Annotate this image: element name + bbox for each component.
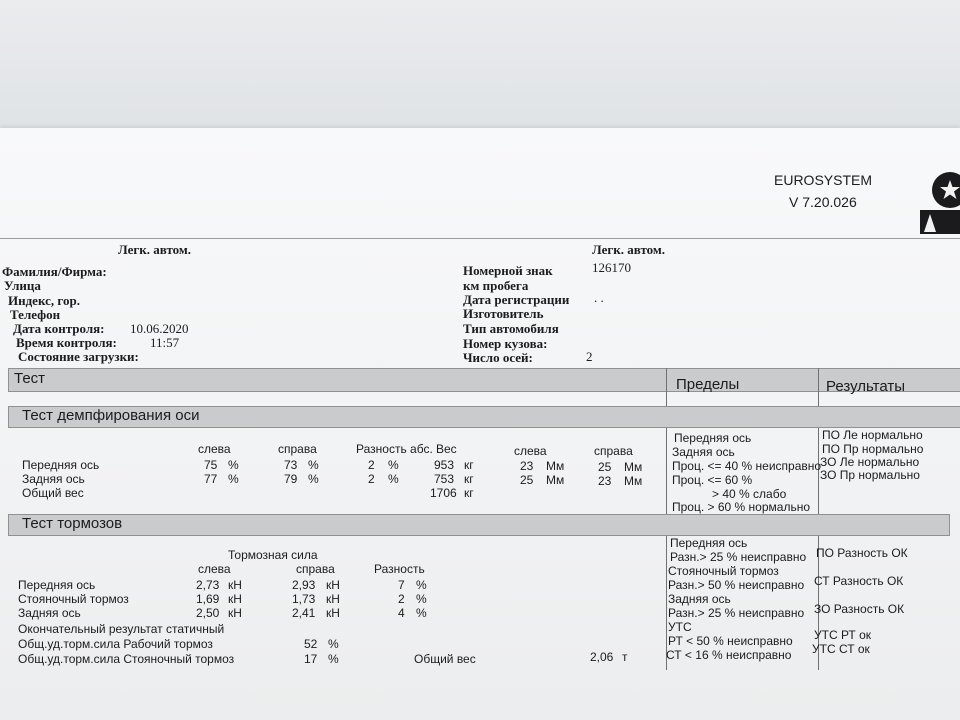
damping-row-diff: 2 <box>368 458 375 472</box>
damping-col-left: слева <box>198 442 231 456</box>
damping-row-label: Задняя ось <box>22 472 85 486</box>
brake-row-label: Передняя ось <box>18 578 96 592</box>
damping-row-right2: 23 <box>598 474 612 488</box>
damping-row-diff-unit: % <box>388 458 399 472</box>
registration-label: Дата регистрации <box>463 292 570 307</box>
brake-result: УТС СТ ок <box>812 642 870 656</box>
brake-park-value: 17 <box>304 652 318 666</box>
street-label: Улица <box>4 278 41 293</box>
damping-row-label: Передняя ось <box>22 458 100 472</box>
brake-limit: Стояночный тормоз <box>668 564 779 578</box>
damping-row-left: 77 <box>204 472 218 486</box>
name-label: Фамилия/Фирма: <box>2 264 107 279</box>
brake-weight-value: 2,06 <box>590 650 614 664</box>
brake-row-left-unit: кН <box>228 606 242 620</box>
registration-value: . . <box>594 290 604 305</box>
damping-limit: Проц. <= 60 % <box>672 473 753 487</box>
brake-row-left: 2,50 <box>196 606 220 620</box>
damping-row-left-unit: % <box>228 458 239 472</box>
brake-weight-label: Общий вес <box>414 652 476 666</box>
damping-row-right: 79 <box>284 472 298 486</box>
date-value: 10.06.2020 <box>130 321 189 336</box>
brake-limit: Задняя ось <box>668 592 731 606</box>
top-rule <box>0 238 960 239</box>
brake-limit: Разн.> 50 % неисправно <box>668 578 805 592</box>
brake-row-right: 2,93 <box>292 578 316 592</box>
brake-row-diff-unit: % <box>416 606 427 620</box>
brake-force-label: Тормозная сила <box>228 548 318 562</box>
brake-park-label: Общ.уд.торм.сила Стояночный тормоз <box>18 652 235 666</box>
brake-row-right-unit: кН <box>326 606 340 620</box>
brake-row-label: Задняя ось <box>18 606 81 620</box>
brake-row-right-unit: кН <box>326 578 340 592</box>
date-label: Дата контроля: <box>13 321 105 336</box>
damping-row-diff: 2 <box>368 472 375 486</box>
brake-row-diff-unit: % <box>416 578 427 592</box>
brake-limit: РТ < 50 % неисправно <box>668 634 793 648</box>
damping-row-weight-unit: кг <box>464 472 474 486</box>
damping-row-weight: 753 <box>434 472 455 486</box>
damping-row-right: 73 <box>284 458 298 472</box>
plate-value: 126170 <box>592 260 631 275</box>
axles-value: 2 <box>586 349 593 364</box>
time-value: 11:57 <box>150 335 180 350</box>
brake-weight-unit: т <box>622 650 628 664</box>
damping-total-unit: кг <box>464 486 474 500</box>
software-version: V 7.20.026 <box>789 194 857 210</box>
brake-row-diff-unit: % <box>416 592 427 606</box>
brake-limit: УТС <box>668 620 692 634</box>
damping-limit: > 40 % слабо <box>712 487 787 501</box>
damping-limit: Передняя ось <box>674 431 752 445</box>
brake-row-left-unit: кН <box>228 578 242 592</box>
brake-result: СТ Разность ОК <box>814 574 904 588</box>
brakes-col-diff: Разность <box>374 562 425 576</box>
brake-row-left-unit: кН <box>228 592 242 606</box>
brake-final-label: Окончательный результат статичный <box>18 622 225 636</box>
damping-col-weight: Вес <box>436 442 457 456</box>
damping-row-left: 75 <box>204 458 218 472</box>
damping-col-diff: Разность абс. <box>356 442 433 456</box>
brake-row-diff: 4 <box>398 606 405 620</box>
brake-work-label: Общ.уд.торм.сила Рабочий тормоз <box>18 637 213 651</box>
brake-result: ПО Разность ОК <box>816 546 908 560</box>
damping-total-value: 1706 <box>430 486 457 500</box>
phone-label: Телефон <box>10 307 61 322</box>
brand-name: EUROSYSTEM <box>774 172 873 188</box>
mileage-label: км пробега <box>463 278 529 293</box>
brake-row-right: 2,41 <box>292 606 316 620</box>
brake-limit: СТ < 16 % неисправно <box>666 648 792 662</box>
brake-limit: Передняя ось <box>670 536 748 550</box>
damping-row-right2: 25 <box>598 460 612 474</box>
brakes-col-left: слева <box>198 562 231 576</box>
brake-row-left: 2,73 <box>196 578 220 592</box>
damping-col-left2: слева <box>514 444 547 458</box>
damping-row-left2: 23 <box>520 459 534 473</box>
vehicle-type-label: Тип автомобиля <box>463 321 559 336</box>
damping-col-right: справа <box>278 442 317 456</box>
damping-row-right2-unit: Мм <box>624 474 643 488</box>
damping-row-left2-unit: Мм <box>546 459 565 473</box>
damping-col-right2: справа <box>594 444 633 458</box>
brake-limit: Разн.> 25 % неисправно <box>670 550 807 564</box>
damping-row-right2-unit: Мм <box>624 460 643 474</box>
damping-row-diff-unit: % <box>388 472 399 486</box>
brake-row-label: Стояночный тормоз <box>18 592 129 606</box>
column-test: Тест <box>14 370 46 387</box>
damping-title: Тест демпфирования оси <box>22 407 200 424</box>
vehicle-type-right: Легк. автом. <box>592 242 666 257</box>
brake-park-unit: % <box>328 652 339 666</box>
damping-row-left2-unit: Мм <box>546 473 565 487</box>
damping-row-left2: 25 <box>520 473 534 487</box>
damping-limit: Проц. <= 40 % неисправно <box>672 459 822 473</box>
manufacturer-label: Изготовитель <box>463 306 544 321</box>
brake-limit: Разн.> 25 % неисправно <box>668 606 805 620</box>
column-results: Результаты <box>826 378 905 395</box>
brakes-section-bar <box>8 514 950 536</box>
damping-row-right-unit: % <box>308 458 319 472</box>
index-label: Индекс, гор. <box>8 293 80 308</box>
body-number-label: Номер кузова: <box>463 336 548 351</box>
column-limits: Пределы <box>676 376 740 393</box>
damping-limit: Проц. > 60 % нормально <box>672 500 810 514</box>
damping-row-left-unit: % <box>228 472 239 486</box>
damping-result: ПО Пр нормально <box>822 442 924 456</box>
damping-result: ПО Ле нормально <box>822 428 923 442</box>
damping-limit: Задняя ось <box>672 445 735 459</box>
time-label: Время контроля: <box>16 335 117 350</box>
damping-result: ЗО Ле нормально <box>820 455 920 469</box>
damping-row-weight-unit: кг <box>464 458 474 472</box>
brake-row-diff: 7 <box>398 578 405 592</box>
brakes-col-right: справа <box>296 562 335 576</box>
damping-row-right-unit: % <box>308 472 319 486</box>
brake-row-right: 1,73 <box>292 592 316 606</box>
axles-label: Число осей: <box>463 350 533 365</box>
damping-total-label: Общий вес <box>22 486 84 500</box>
brake-row-left: 1,69 <box>196 592 220 606</box>
vehicle-type-left: Легк. автом. <box>118 242 192 257</box>
plate-label: Номерной знак <box>463 263 553 278</box>
brakes-title: Тест тормозов <box>22 515 123 532</box>
brake-work-unit: % <box>328 637 339 651</box>
brake-result: ЗО Разность ОК <box>814 602 905 616</box>
background-surface <box>0 0 960 140</box>
load-label: Состояние загрузки: <box>18 349 139 364</box>
brake-row-diff: 2 <box>398 592 405 606</box>
brake-work-value: 52 <box>304 637 318 651</box>
brake-result: УТС РТ ок <box>814 628 872 642</box>
damping-result: ЗО Пр нормально <box>820 468 920 482</box>
company-logo <box>918 170 960 236</box>
damping-row-weight: 953 <box>434 458 455 472</box>
brake-row-right-unit: кН <box>326 592 340 606</box>
